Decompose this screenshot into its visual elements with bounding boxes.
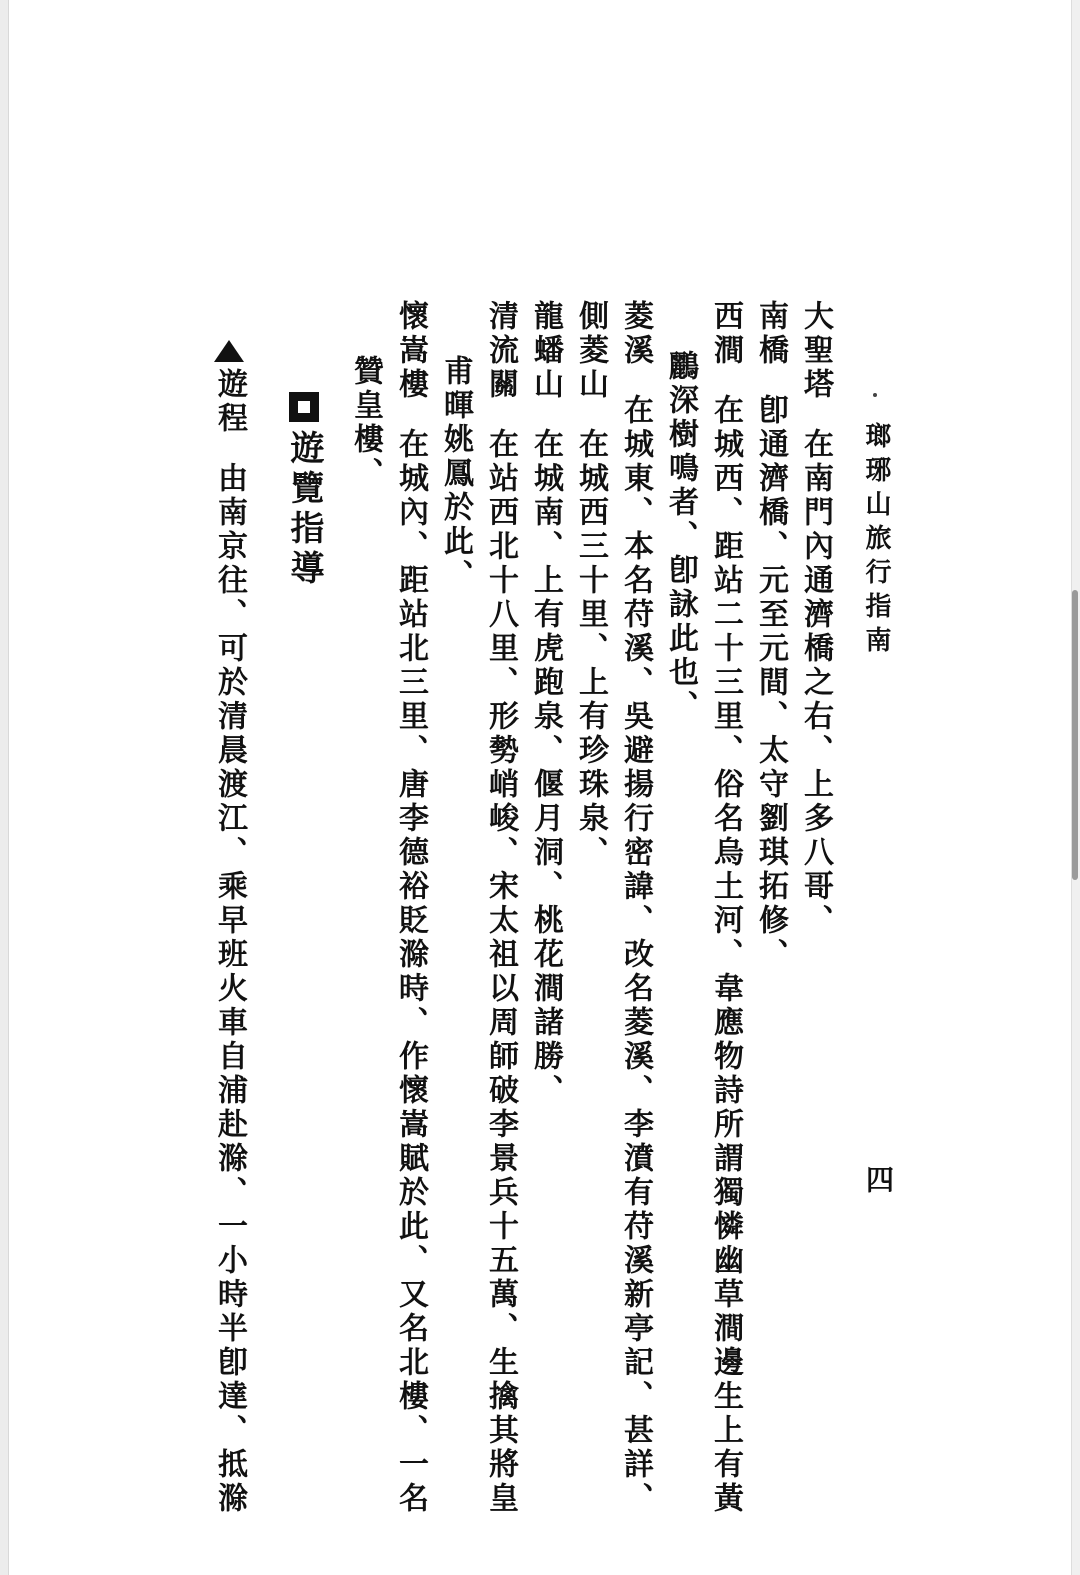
square-bullet-icon [289, 392, 319, 422]
viewer-left-edge [0, 0, 9, 1575]
entry-term: 西澗 [708, 300, 743, 368]
running-header-title: 瑯琊山旅行指南 [861, 422, 891, 660]
entry-column-4 [663, 350, 697, 724]
itinerary-column [212, 340, 246, 1516]
entry-text: 卽通濟橋、元至元間、太守劉琪拓修、 [753, 394, 788, 972]
entry-text: 在城內、距站北三里、唐李德裕貶滁時、作懷嵩賦於此、又名北樓、一名 [393, 428, 428, 1516]
entry-term: 大聖塔 [798, 300, 833, 402]
entry-column-11 [348, 355, 382, 491]
entry-column-2 [753, 300, 787, 972]
entry-term: 側菱山 [573, 300, 608, 402]
entry-text: 在城西、距站二十三里、俗名烏土河、韋應物詩所謂獨憐幽草澗邊生上有黃 [708, 394, 743, 1516]
entry-column-1 [798, 300, 832, 938]
entry-column-7 [528, 300, 562, 1108]
entry-column-5 [618, 300, 652, 1516]
entry-column-8 [483, 300, 517, 1516]
itinerary-text: 由南京往、可於清晨渡江、乘早班火車自浦赴滁、一小時半卽達、抵滁 [212, 462, 247, 1516]
entry-column-3 [708, 300, 742, 1516]
entry-text: 在站西北十八里、形勢峭峻、宋太祖以周師破李景兵十五萬、生擒其將皇 [483, 428, 518, 1516]
entry-text: 在城東、本名苻溪、吳避揚行密諱、改名菱溪、李濆有苻溪新亭記、甚詳、 [618, 394, 653, 1516]
entry-term: 懷嵩樓 [393, 300, 428, 402]
entry-column-10 [393, 300, 427, 1516]
entry-text: 在南門內通濟橋之右、上多八哥、 [798, 428, 833, 938]
itinerary-label: 遊程 [212, 368, 247, 436]
entry-term: 菱溪 [618, 300, 653, 368]
header-dot [873, 393, 877, 397]
entry-text: 甫暉姚鳳於此、 [438, 355, 473, 593]
entry-text: 鸝深樹鳴者、卽詠此也、 [663, 350, 698, 724]
entry-text: 贊皇樓、 [348, 355, 383, 491]
section-heading [280, 392, 329, 590]
entry-column-9 [438, 355, 472, 593]
entry-column-6 [573, 300, 607, 870]
triangle-bullet-icon [214, 340, 244, 362]
section-heading-text: 遊覽指導 [284, 430, 324, 590]
entry-text: 在城南、上有虎跑泉、偃月洞、桃花澗諸勝、 [528, 428, 563, 1108]
entry-term: 龍蟠山 [528, 300, 563, 402]
page-number: 四 [862, 1165, 895, 1193]
scrollbar-thumb[interactable] [1072, 590, 1078, 880]
entry-term: 清流關 [483, 300, 518, 402]
entry-text: 在城西三十里、上有珍珠泉、 [573, 428, 608, 870]
entry-term: 南橋 [753, 300, 788, 368]
